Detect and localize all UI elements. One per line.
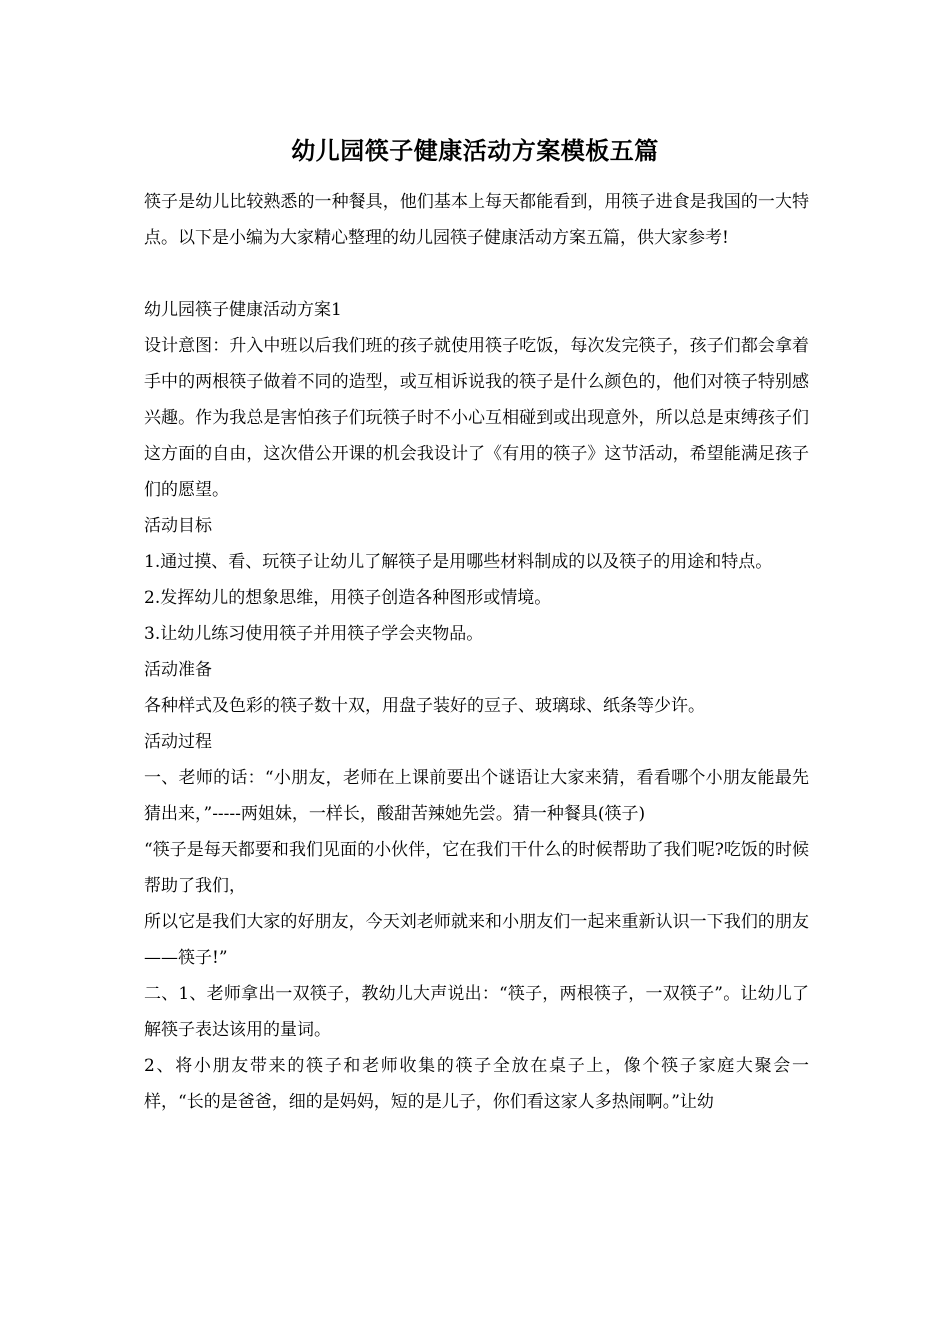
body-paragraph: “筷子是每天都要和我们见面的小伙伴，它在我们干什么的时候帮助了我们呢?吃饭的时候帮助了我们， [144,840,809,896]
section-heading: 活动准备 [144,660,212,680]
document-body [144,184,809,1120]
section-heading: 活动目标 [144,516,212,536]
list-item: 3.让幼儿练习使用筷子并用筷子学会夹物品。 [144,624,484,644]
document-title: 幼儿园筷子健康活动方案模板五篇 [291,136,659,165]
intro-paragraph: 筷子是幼儿比较熟悉的一种餐具，他们基本上每天都能看到，用筷子进食是我国的一大特点。以下是小编为大家精心整理的幼儿园筷子健康活动方案五篇，供大家参考! [144,192,809,248]
section-heading: 活动过程 [144,732,212,752]
body-paragraph: 所以它是我们大家的好朋友，今天刘老师就来和小朋友们一起来重新认识一下我们的朋友——筷子!” [144,912,809,968]
list-item: 1.通过摸、看、玩筷子让幼儿了解筷子是用哪些材料制成的以及筷子的用途和特点。 [144,552,773,572]
body-paragraph: 二、1、老师拿出一双筷子，教幼儿大声说出：“筷子，两根筷子，一双筷子”。让幼儿了解筷子表达该用的量词。 [144,984,809,1040]
body-paragraph: 2、将小朋友带来的筷子和老师收集的筷子全放在桌子上，像个筷子家庭大聚会一样，“长的是爸爸，细的是妈妈，短的是儿子，你们看这家人多热闹啊。”让幼 [144,1056,809,1112]
paragraph-spacer [144,256,809,292]
body-paragraph: 一、老师的话：“小朋友，老师在上课前要出个谜语让大家来猜，看看哪个小朋友能最先猜出来，”-----两姐妹，一样长，酸甜苦辣她先尝。猜一种餐具(筷子) [144,768,809,824]
section-heading: 幼儿园筷子健康活动方案1 [144,300,342,320]
body-paragraph: 设计意图：升入中班以后我们班的孩子就使用筷子吃饭，每次发完筷子，孩子们都会拿着手中的两根筷子做着不同的造型，或互相诉说我的筷子是什么颜色的，他们对筷子特别感兴趣。作为我总是害怕孩子们玩筷子时不小心互相碰到或出现意外，所以总是束缚孩子们这方面的自由，这次借公开课的机会我设计了《有用的筷子》这节活动，希望能满足孩子们的愿望。 [144,336,809,500]
body-paragraph: 各种样式及色彩的筷子数十双，用盘子装好的豆子、玻璃球、纸条等少许。 [144,696,705,716]
list-item: 2.发挥幼儿的想象思维，用筷子创造各种图形或情境。 [144,588,552,608]
